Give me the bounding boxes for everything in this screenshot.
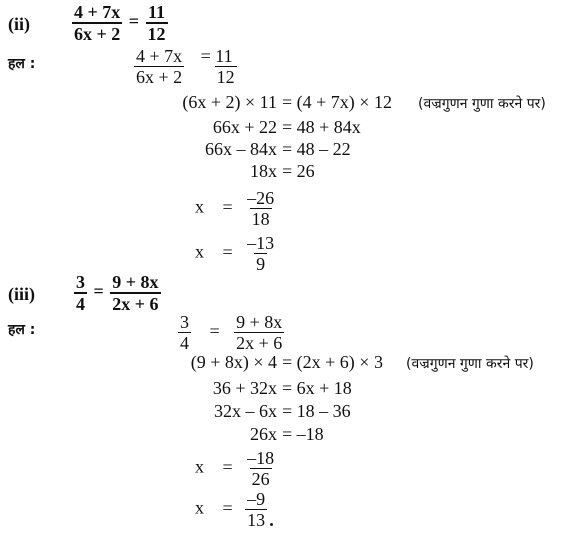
fraction-numerator: –9: [247, 489, 266, 509]
solution-label: हल :: [8, 56, 36, 72]
step-3-rhs: = 48 + 84x: [282, 117, 361, 137]
variable: x: [195, 456, 204, 477]
equals-sign: =: [222, 456, 233, 477]
step-4-lhs: 66x – 84x: [205, 139, 277, 159]
fraction-numerator: –18: [247, 448, 275, 468]
fraction-denominator: 2x + 6: [112, 294, 159, 314]
step-5-lhs: 18x: [250, 161, 277, 181]
fraction-denominator: 9: [256, 254, 266, 274]
fraction-denominator: 12: [216, 67, 235, 87]
part-iii-problem: [74, 272, 161, 314]
fraction-numerator: 3: [180, 312, 189, 332]
step-1: [134, 46, 237, 87]
fraction-denominator: 2x + 6: [236, 333, 283, 353]
step-6: [195, 448, 276, 489]
step-3-lhs: 66x + 22: [212, 117, 277, 137]
fraction-denominator: 13: [247, 510, 266, 530]
step-2-rhs: = (2x + 6) × 3: [282, 352, 383, 372]
part-ii-label: (ii): [8, 14, 30, 34]
step-7: [195, 233, 276, 274]
equals-sign: =: [222, 241, 233, 262]
fraction-denominator: 18: [251, 209, 270, 229]
step-4-rhs: = 48 – 22: [282, 139, 351, 159]
fraction-numerator: 9 + 8x: [236, 312, 283, 332]
cross-multiplication-note: (वज्रगुणन गुणा करने पर): [418, 96, 546, 112]
step-4-lhs: 32x – 6x: [214, 401, 277, 421]
step-3-lhs: 36 + 32x: [212, 378, 277, 398]
equals-sign: =: [222, 497, 233, 518]
end-dot: [270, 523, 273, 526]
variable: x: [195, 196, 204, 217]
solution-label: हल :: [8, 322, 36, 338]
fraction-denominator: 12: [147, 24, 166, 44]
fraction-numerator: –26: [247, 188, 275, 208]
step-5-rhs: = –18: [282, 424, 324, 444]
fraction-numerator: –13: [247, 233, 275, 253]
fraction-numerator: 11: [148, 2, 166, 22]
fraction-denominator: 4: [76, 294, 85, 314]
fraction-denominator: 6x + 2: [74, 24, 121, 44]
fraction-denominator: 26: [251, 469, 270, 489]
equals-sign: =: [128, 11, 140, 32]
step-7: [195, 489, 267, 530]
fraction-denominator: 4: [180, 333, 189, 353]
fraction-numerator: 4 + 7x: [74, 2, 121, 22]
equals-sign: =: [222, 196, 233, 217]
step-2-lhs: (9 + 8x) × 4: [190, 352, 277, 372]
step-5-lhs: 26x: [250, 424, 277, 444]
equals-sign: =: [93, 281, 104, 302]
fraction-numerator: = 11: [200, 46, 233, 66]
part-ii-problem: [72, 2, 168, 44]
step-1: [178, 312, 284, 353]
variable: x: [195, 497, 204, 518]
part-iii-label: (iii): [8, 284, 35, 304]
step-2-lhs: (6x + 2) × 11: [182, 92, 277, 112]
step-6: [195, 188, 276, 229]
fraction-numerator: 9 + 8x: [112, 272, 159, 292]
step-4-rhs: = 18 – 36: [282, 401, 351, 421]
equals-sign: =: [209, 320, 220, 341]
step-5-rhs: = 26: [282, 161, 315, 181]
fraction-denominator: 6x + 2: [136, 67, 183, 87]
fraction-numerator: 4 + 7x: [136, 46, 183, 66]
variable: x: [195, 241, 204, 262]
cross-multiplication-note: (वज्रगुणन गुणा करने पर): [406, 356, 534, 372]
step-3-rhs: = 6x + 18: [282, 378, 352, 398]
step-2-rhs: = (4 + 7x) × 12: [282, 92, 392, 112]
fraction-numerator: 3: [76, 272, 85, 292]
